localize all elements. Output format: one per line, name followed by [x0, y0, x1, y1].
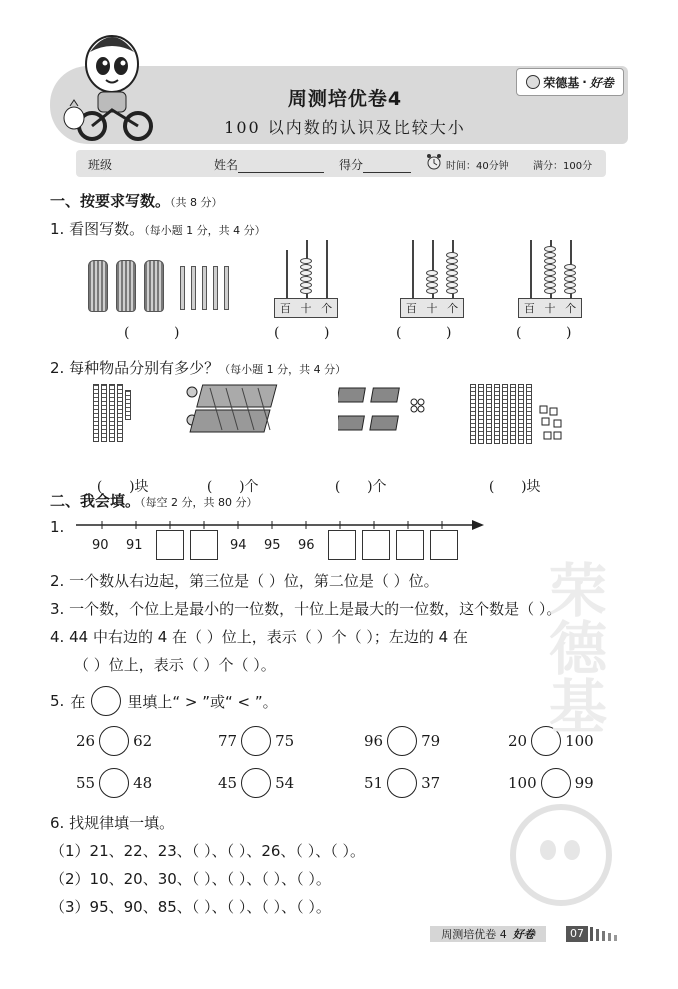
chocolate-bars-illustration [338, 384, 428, 440]
compare-circle[interactable] [99, 768, 129, 798]
part1-heading: 一、按要求写数。（共 8 分） [50, 192, 223, 210]
part2-q4-line1: 4. 44 中右边的 4 在（ ）位上，表示（ ）个（ ）；左边的 4 在 [50, 628, 468, 646]
answer-blank-chocolates[interactable]: ( )个 [334, 479, 387, 495]
single-stick [213, 266, 218, 310]
part2-q1-number: 1. [50, 518, 65, 536]
number-line-answer-box[interactable] [362, 530, 390, 560]
name-field[interactable] [214, 156, 324, 173]
time-limit: 时间：40分钟 [446, 161, 509, 172]
part1-q1: 1. 看图写数。（每小题 1 分，共 4 分） [50, 220, 266, 238]
single-stick [202, 266, 207, 310]
stick-bundle [116, 260, 136, 312]
footer-stripes-decoration [590, 927, 624, 941]
compare-circle-icon [91, 686, 121, 716]
part2-q5: 5. 在 里填上“ > ”或“ < ”。 [50, 686, 278, 716]
brand-name: 荣德基 [543, 75, 580, 90]
page-title: 周测培优卷4 [287, 88, 403, 110]
single-stick [180, 266, 185, 310]
score-label: 得分 [339, 158, 364, 172]
brand-logo-icon [526, 75, 540, 89]
number-line-answer-box[interactable] [430, 530, 458, 560]
compare-item: 55 48 [76, 768, 152, 798]
part2-q4-line2: （ ）位上，表示（ ）个（ ）。 [74, 656, 276, 674]
score-field[interactable] [339, 156, 411, 173]
compare-item: 51 37 [364, 768, 440, 798]
compare-circle[interactable] [241, 768, 271, 798]
compare-circle[interactable] [241, 726, 271, 756]
part2-q3: 3. 一个数，个位上是最小的一位数，十位上是最大的一位数，这个数是（ ）。 [50, 600, 562, 618]
part2-q6: 6. 找规律填一填。 [50, 814, 175, 832]
number-line-answer-box[interactable] [328, 530, 356, 560]
compare-circle[interactable] [387, 726, 417, 756]
answer-blank-popsicles[interactable]: ( )个 [206, 479, 259, 495]
pattern-line-1: （1）21、22、23、（ ）、（ ）、26、（ ）、（ ）。 [50, 842, 365, 860]
pattern-line-2: （2）10、20、30、（ ）、（ ）、（ ）、（ ）。 [50, 870, 331, 888]
part2-q2: 2. 一个数从右边起，第三位是（ ）位，第二位是（ ）位。 [50, 572, 439, 590]
alarm-clock-icon [426, 153, 442, 171]
mascot-watermark-illustration [506, 800, 616, 910]
answer-blank[interactable]: ( ) [274, 325, 330, 341]
answer-blank[interactable]: ( ) [124, 325, 180, 341]
number-line [76, 516, 488, 534]
number-line-value: 96 [298, 538, 315, 553]
compare-item: 77 75 [218, 726, 294, 756]
compare-item: 26 62 [76, 726, 152, 756]
answer-blank[interactable]: ( ) [516, 325, 572, 341]
page-number: 07 [566, 926, 588, 942]
brand-slogan: 好卷 [589, 75, 614, 90]
brand-watermark: 荣德基 [539, 560, 607, 734]
part2-heading: 二、我会填。（每空 2 分，共 80 分） [50, 492, 258, 510]
stick-bundle [88, 260, 108, 312]
number-line-value: 95 [264, 538, 281, 553]
number-line-answer-box[interactable] [190, 530, 218, 560]
pattern-line-3: （3）95、90、85、（ ）、（ ）、（ ）、（ ）。 [50, 898, 331, 916]
compare-item: 20 100 [508, 726, 594, 756]
answer-blank[interactable]: ( ) [396, 325, 452, 341]
answer-blank-blocks-2[interactable]: ( )块 [488, 479, 541, 495]
page-subtitle: 100 以内数的认识及比较大小 [224, 118, 466, 137]
mascot-on-bike-illustration [62, 22, 162, 142]
compare-item: 96 79 [364, 726, 440, 756]
brand-badge: 荣德基 · 好卷 [516, 68, 624, 96]
number-line-value: 94 [230, 538, 247, 553]
number-line-answer-box[interactable] [396, 530, 424, 560]
compare-item: 45 54 [218, 768, 294, 798]
class-label: 班级 [88, 158, 113, 172]
full-score: 满分：100分 [533, 161, 593, 172]
compare-item: 100 99 [508, 768, 594, 798]
name-label: 姓名 [214, 158, 239, 172]
single-stick [191, 266, 196, 310]
number-line-value: 90 [92, 538, 109, 553]
number-line-value: 91 [126, 538, 143, 553]
compare-circle[interactable] [541, 768, 571, 798]
ice-pop-boxes-illustration [182, 380, 282, 448]
single-cubes-icon [538, 404, 566, 444]
answer-blank-blocks-1[interactable]: ( )块 [96, 479, 149, 495]
footer-label-bar: 周测培优卷 4 好卷 [430, 926, 546, 942]
stick-bundle [144, 260, 164, 312]
compare-circle[interactable] [387, 768, 417, 798]
number-line-answer-box[interactable] [156, 530, 184, 560]
part1-q2: 2. 每种物品分别有多少？（每小题 1 分，共 4 分） [50, 359, 347, 377]
single-stick [224, 266, 229, 310]
compare-circle[interactable] [99, 726, 129, 756]
